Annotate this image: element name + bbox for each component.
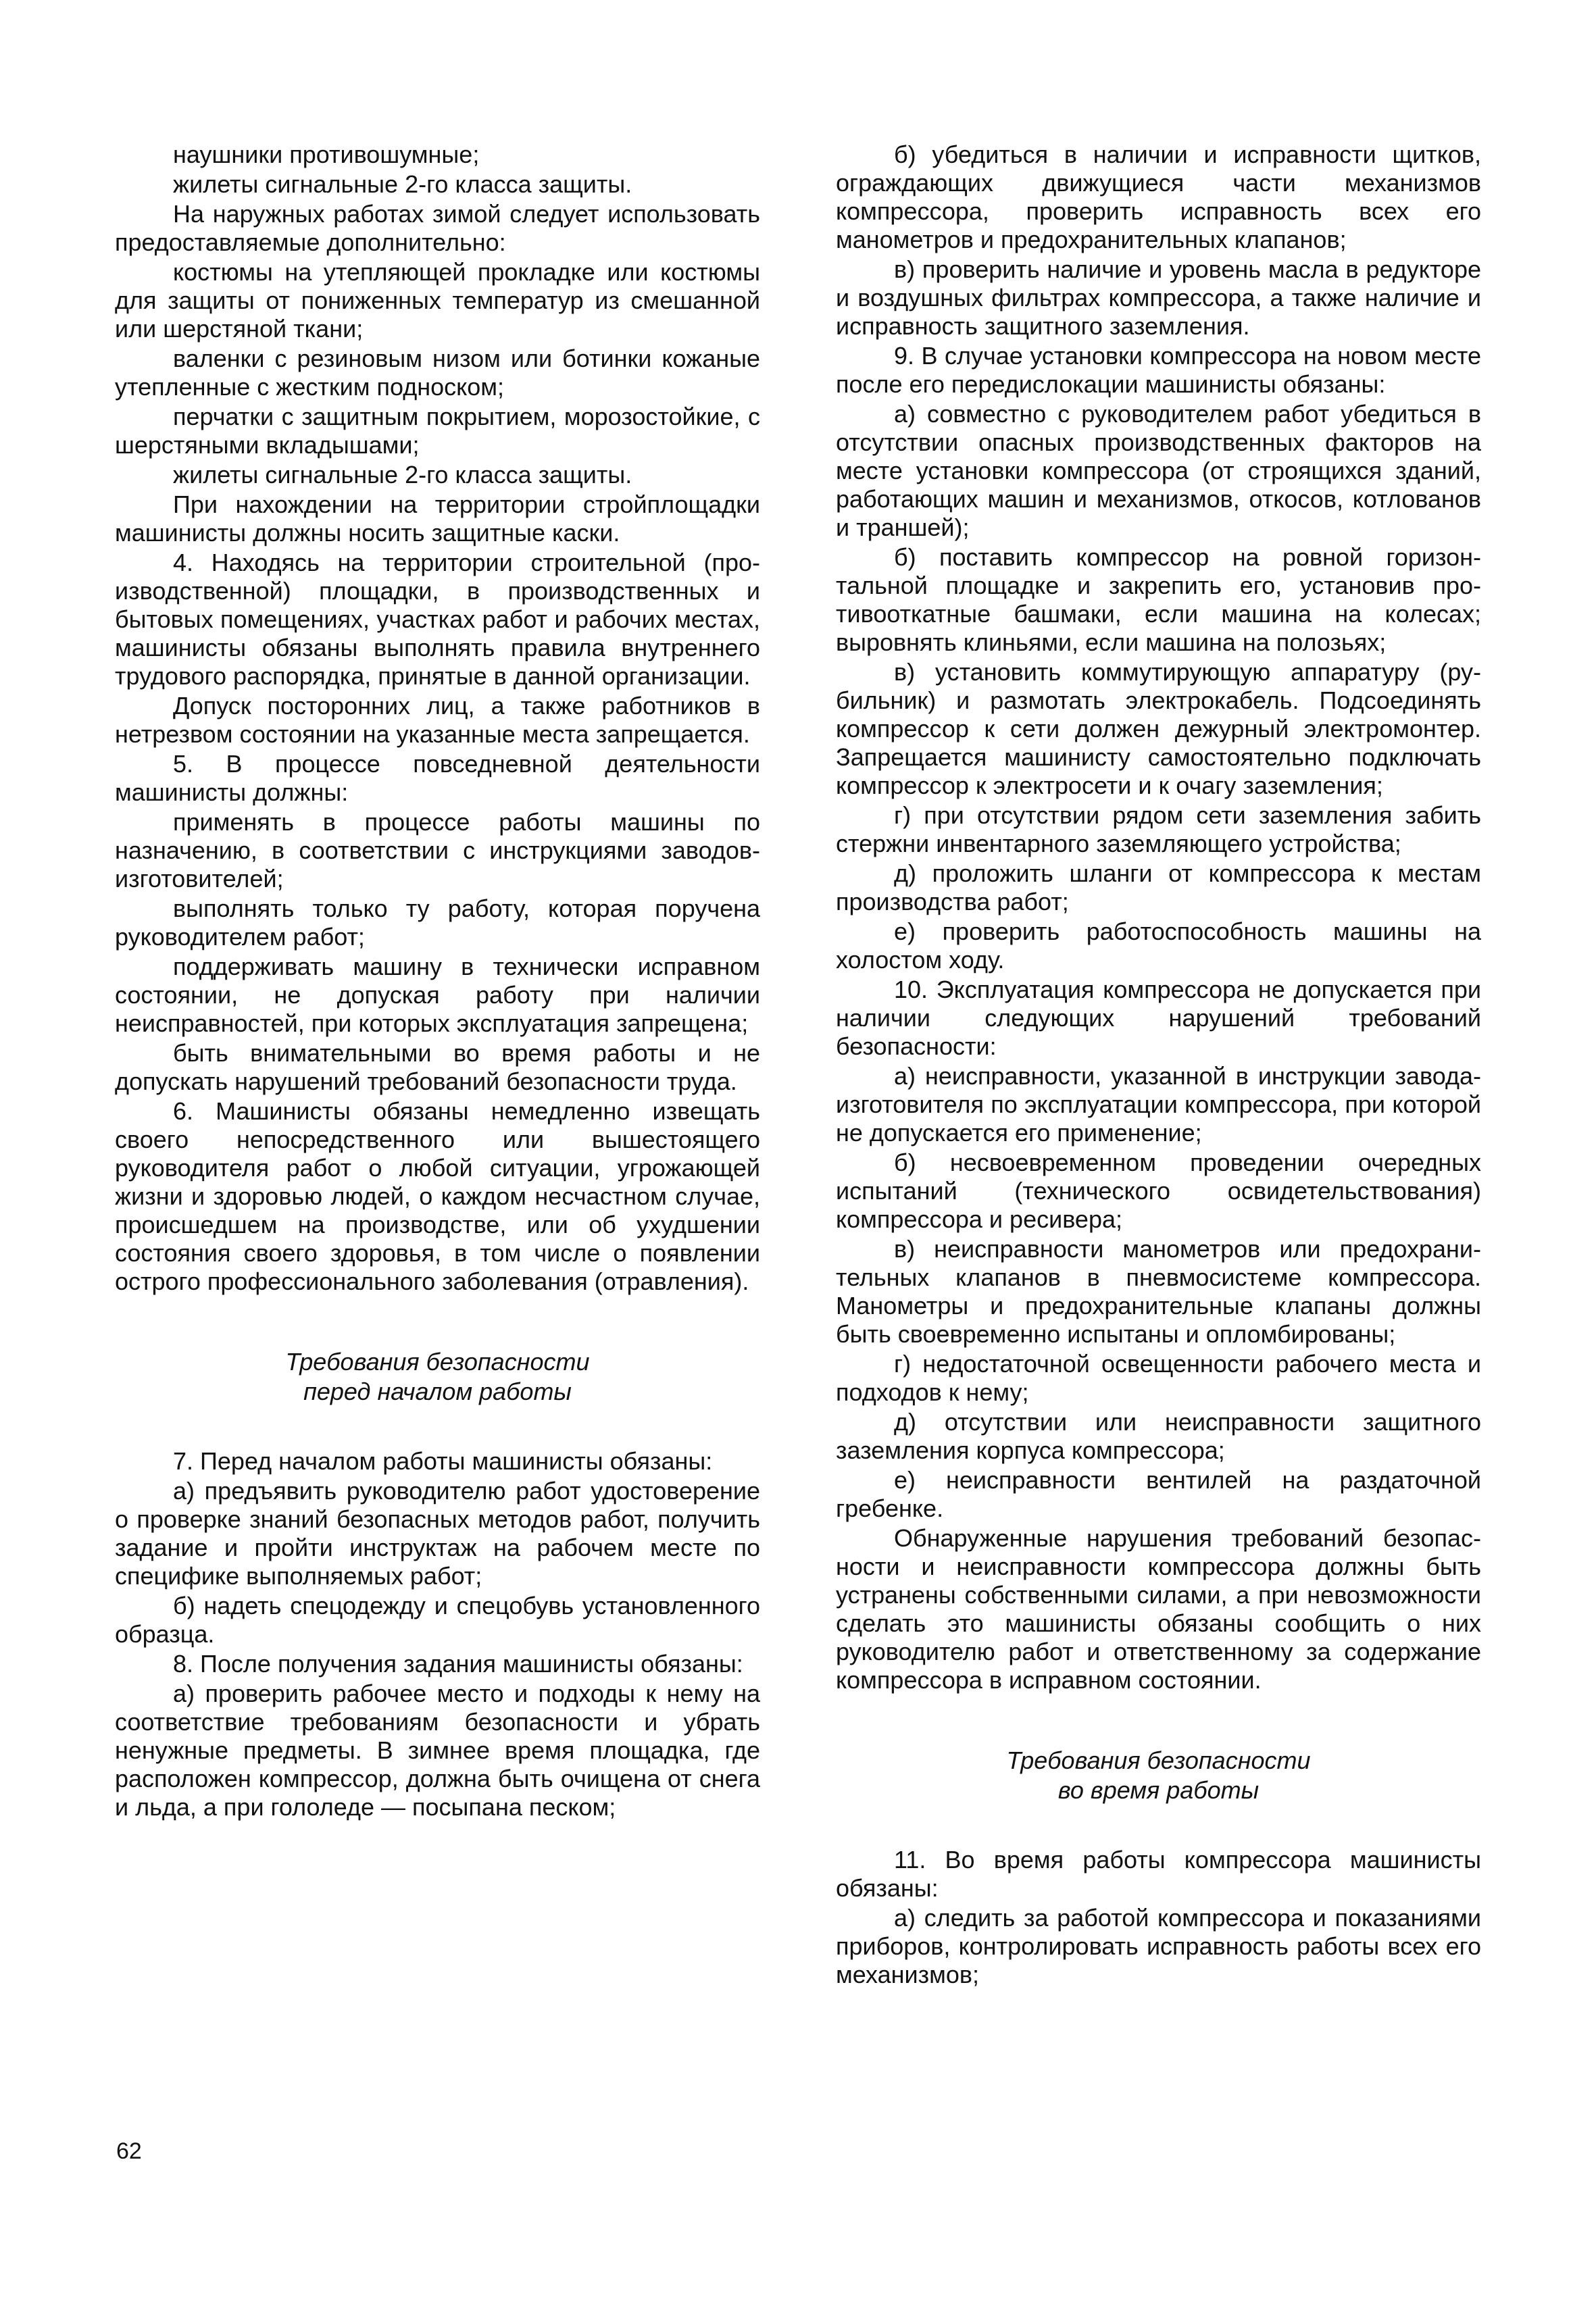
paragraph: 11. Во время работы компрессора машинисты обязаны: [836, 1846, 1481, 1902]
paragraph: 8. После получения задания машинисты обязаны: [173, 1650, 743, 1678]
heading-line: во время работы [1057, 1776, 1260, 1804]
paragraph: 6. Машинисты обязаны немедленно извещать своего непосредственного или вышестоящего руководителя работ о любой ситуации, угрожающей жизни и здоровью людей, о каждом несчастном случае, происшедшем на производстве, или об ухудшении состояния своего здоровья, в том числе о появлении острого профессионального заболевания (отравления). [115, 1097, 760, 1295]
paragraph: быть внимательными во время работы и не допускать нарушений требований безопасности труда. [115, 1039, 760, 1095]
paragraph: б) надеть спецодежду и спецобувь установленного образца. [115, 1592, 760, 1648]
paragraph: валенки с резиновым низом или ботинки кожаные утепленные с жестким подноском; [115, 345, 760, 401]
paragraph: д) отсутствии или неисправности защитного заземления корпуса компрессора; [836, 1408, 1481, 1464]
paragraph: При нахождении на территории стройплощадки машинисты должны носить защитные каски. [115, 491, 760, 547]
paragraph: а) проверить рабочее место и подходы к нему на соответствие требованиям безопасности и убрать ненужные предметы. В зимнее время площадка, где расположен компрессор, должна быть очищена от снега и льда, а при гололеде — посыпана песком; [115, 1680, 760, 1821]
paragraph: а) неисправности, указанной в инструкции завода-изготовителя по эксплуатации компрессора, при которой не допускается его применение; [836, 1062, 1481, 1147]
section-heading-before-work [115, 1347, 760, 1407]
paragraph: Обнаруженные нарушения требований безопасности и неисправности компрессора должны быть устранены собственными силами, а при невозможности сделать это машинисты обязаны сообщить о них руководителю работ и ответственному за содержание компрессора в исправном состоянии. [836, 1524, 1481, 1694]
paragraph: а) следить за работой компрессора и показаниями приборов, контролировать исправность работы всех его механизмов; [836, 1904, 1481, 1988]
paragraph: 5. В процессе повседневной деятельности машинисты должны: [115, 750, 760, 806]
paragraph: б) убедиться в наличии и исправности щитков, ограждающих движущиеся части механизмов компрессора, проверить исправность всех его манометров и предохранительных клапанов; [836, 141, 1481, 253]
paragraph: наушники противошумные; [173, 141, 480, 168]
paragraph: На наружных работах зимой следует использовать предоставляемые дополнительно: [115, 200, 760, 256]
paragraph: в) неисправности манометров или предохранительных клапанов в пневмосистеме компрессора. Манометры и предохранительные клапаны должны быть своевременно испытаны и опломбированы; [836, 1235, 1481, 1348]
paragraph: перчатки с защитным покрытием, морозостойкие, с шерстяными вкладышами; [115, 403, 760, 459]
heading-line: перед началом работы [303, 1378, 572, 1405]
paragraph: г) недостаточной освещенности рабочего места и подходов к нему; [836, 1350, 1481, 1406]
paragraph: д) проложить шланги от компрессора к местам производства работ; [836, 859, 1481, 915]
paragraph: б) несвоевременном проведении очередных испытаний (технического освидетельствования) компрессора и ресивера; [836, 1149, 1481, 1233]
paragraph: а) предъявить руководителю работ удостоверение о проверке знаний безопасных методов работ, получить задание и пройти инструктаж на рабочем месте по специфике выполняемых работ; [115, 1477, 760, 1590]
paragraph: 10. Эксплуатация компрессора не допускается при наличии следующих нарушений требований безопасности: [836, 976, 1481, 1060]
paragraph: а) совместно с руководителем работ убедиться в отсутствии опасных производственных факторов на месте установки компрессора (от строящихся зданий, работающих машин и механизмов, откосов, котлованов и траншей); [836, 400, 1481, 541]
paragraph: Допуск посторонних лиц, а также работников в нетрезвом состоянии на указанные места запрещается. [115, 692, 760, 748]
page-number: 62 [116, 2138, 142, 2164]
left-column [115, 141, 760, 1821]
paragraph: г) при отсутствии рядом сети заземления забить стержни инвентарного заземляющего устройства; [836, 801, 1481, 857]
paragraph: применять в процессе работы машины по назначению, в соответствии с инструкциями заводов-изготовителей; [115, 808, 760, 892]
paragraph: жилеты сигнальные 2-го класса защиты. [173, 461, 632, 488]
heading-line: Требования безопасности [285, 1348, 590, 1376]
paragraph: выполнять только ту работу, которая поручена руководителем работ; [115, 895, 760, 951]
paragraph: поддерживать машину в технически исправном состоянии, не допуская работу при наличии неисправностей, при которых эксплуатация запрещена; [115, 953, 760, 1037]
paragraph: е) проверить работоспособность машины на холостом ходу. [836, 917, 1481, 974]
paragraph: жилеты сигнальные 2-го класса защиты. [173, 170, 632, 198]
paragraph: в) проверить наличие и уровень масла в редукторе и воздушных фильтрах компрессора, а также наличие и исправность защитного заземления. [836, 255, 1481, 340]
paragraph: в) установить коммутирующую аппаратуру (рубильник) и размотать электрокабель. Подсоединять компрессор к сети должен дежурный электромонтер. Запрещается машинисту самостоятельно подключать компрессор к электросети и к очагу заземления; [836, 658, 1481, 799]
paragraph: б) поставить компрессор на ровной горизонтальной площадке и закрепить его, установив противооткатные башмаки, если машина на колесах; выровнять клиньями, если машина на полозьях; [836, 543, 1481, 656]
paragraph: е) неисправности вентилей на раздаточной гребенке. [836, 1466, 1481, 1522]
paragraph: костюмы на утепляющей прокладке или костюмы для защиты от пониженных температур из смешанной или шерстяной ткани; [115, 258, 760, 343]
paragraph: 9. В случае установки компрессора на новом месте после его передислокации машинисты обязаны: [836, 342, 1481, 398]
paragraph: 7. Перед началом работы машинисты обязаны: [173, 1447, 713, 1475]
right-column [836, 141, 1481, 1989]
heading-line: Требования безопасности [1006, 1746, 1311, 1774]
section-heading-during-work [836, 1746, 1481, 1805]
paragraph: 4. Находясь на территории строительной (производственной) площадки, в производственных и бытовых помещениях, участках работ и рабочих местах, машинисты обязаны выполнять правила внутреннего трудового распорядка, принятые в данной организации. [115, 549, 760, 690]
